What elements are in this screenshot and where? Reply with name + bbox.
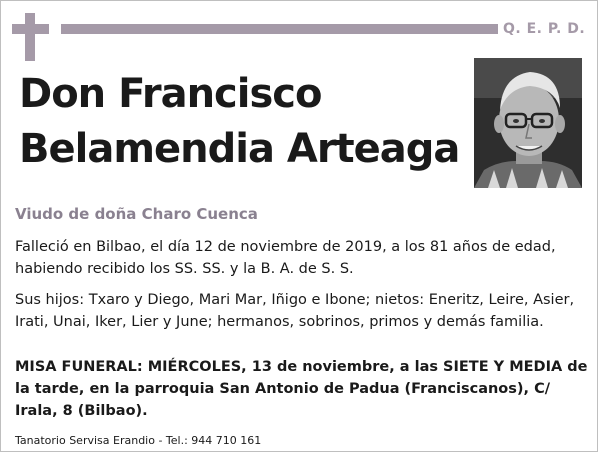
funeral-mass: MISA FUNERAL: MIÉRCOLES, 13 de noviembre, a las SIETE Y MEDIA de la tarde, en la parroquia San Antonio de Padua (Franciscanos), C/ Irala, 8 (Bilbao). <box>15 359 588 419</box>
portrait-photo <box>474 58 582 188</box>
funeral-home-contact: Tanatorio Servisa Erandio - Tel.: 944 710 161 <box>15 434 262 447</box>
widow-line: Viudo de doña Charo Cuenca <box>15 205 258 223</box>
cross-icon <box>25 13 35 61</box>
death-notice: Falleció en Bilbao, el día 12 de noviembre de 2019, a los 81 años de edad, habiendo recibido los SS. SS. y la B. A. de S. S. <box>15 239 556 277</box>
family-list: Sus hijos: Txaro y Diego, Mari Mar, Iñigo e Ibone; nietos: Eneritz, Leire, Asier, Irati, Unai, Iker, Lier y June; hermanos, sobrinos, primos y demás familia. <box>15 292 575 330</box>
qepd-label: Q. E. P. D. <box>503 21 586 37</box>
cross-icon-bar <box>12 24 49 34</box>
header-divider <box>61 24 498 34</box>
deceased-name: Don Francisco Belamendia Arteaga <box>19 71 460 172</box>
